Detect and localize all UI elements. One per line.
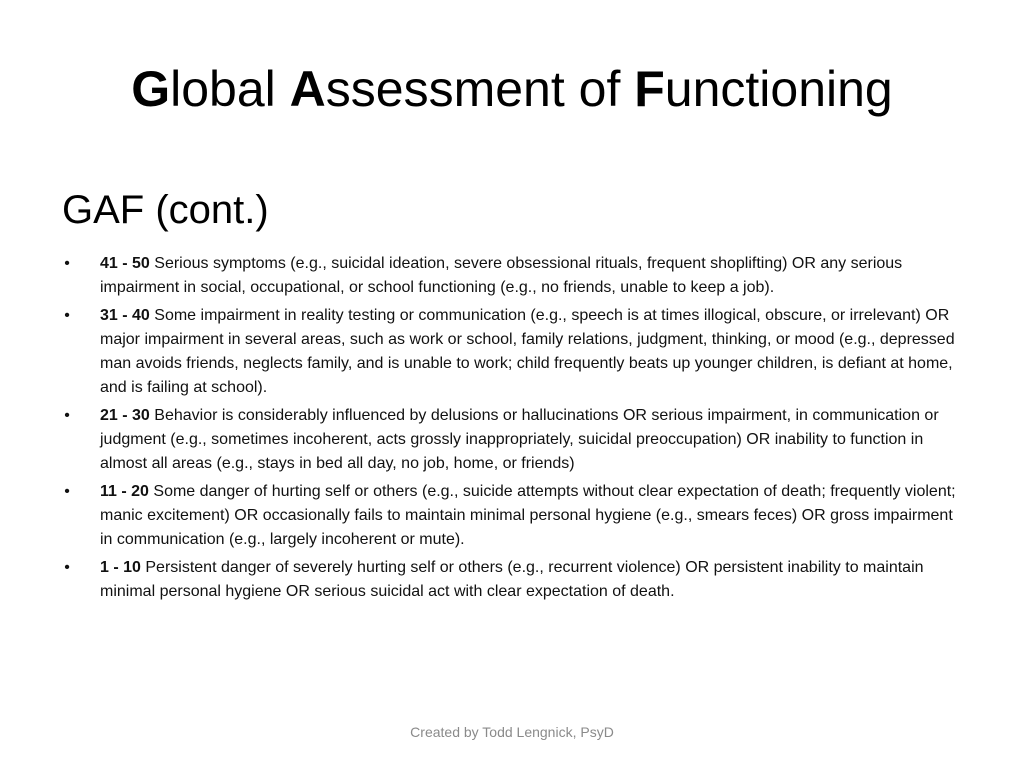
list-item: [62, 304, 962, 400]
list-item: [62, 252, 962, 300]
slide-title: [0, 62, 1024, 117]
item-description: Serious symptoms (e.g., suicidal ideation, severe obsessional rituals, frequent shoplifting) OR any serious impairment in social, occupational, or school functioning (e.g., no friends, unable to keep a job).: [100, 255, 903, 296]
bullet-icon: •: [64, 255, 70, 272]
list-item: [62, 480, 962, 552]
score-range: 11 - 20: [100, 483, 149, 500]
score-range: 21 - 30: [100, 407, 150, 424]
bullet-icon: •: [64, 483, 70, 500]
bullet-icon: •: [64, 559, 70, 576]
title-word-unctioning: unctioning: [664, 61, 893, 117]
score-range: 41 - 50: [100, 255, 150, 272]
bullet-icon: •: [64, 407, 70, 424]
title-word-ssessment-of: ssessment of: [325, 61, 635, 117]
list-item: [62, 404, 962, 476]
title-initial-g: G: [131, 61, 171, 117]
gaf-bullet-list: [62, 252, 962, 608]
bullet-icon: •: [64, 307, 70, 324]
title-initial-a: A: [289, 61, 326, 117]
item-description: Some danger of hurting self or others (e.g., suicide attempts without clear expectation of death; frequently violent; manic excitement) OR occasionally fails to maintain minimal personal hygiene (e.g., smears feces) OR gross impairment in communication (e.g., largely incoherent or mute).: [100, 483, 956, 548]
title-initial-f: F: [634, 61, 665, 117]
score-range: 1 - 10: [100, 559, 141, 576]
item-description: Some impairment in reality testing or communication (e.g., speech is at times illogical, obscure, or irrelevant) OR major impairment in several areas, such as work or school, family relations, judgment, thinking, or mood (e.g., depressed man avoids friends, neglects family, and is unable to work; child frequently beats up younger children, is defiant at home, and is failing at school).: [100, 307, 955, 396]
title-word-lobal: lobal: [170, 61, 290, 117]
item-description: Behavior is considerably influenced by delusions or hallucinations OR serious impairment, in communication or judgment (e.g., sometimes incoherent, acts grossly inappropriately, suicidal preoccupation) OR inability to function in almost all areas (e.g., stays in bed all day, no job, home, or friends): [100, 407, 939, 472]
list-item: [62, 556, 962, 604]
section-heading: GAF (cont.): [62, 188, 269, 232]
footer-credit: Created by Todd Lengnick, PsyD: [410, 724, 614, 740]
item-description: Persistent danger of severely hurting self or others (e.g., recurrent violence) OR persistent inability to maintain minimal personal hygiene OR serious suicidal act with clear expectation of death.: [100, 559, 924, 600]
score-range: 31 - 40: [100, 307, 150, 324]
